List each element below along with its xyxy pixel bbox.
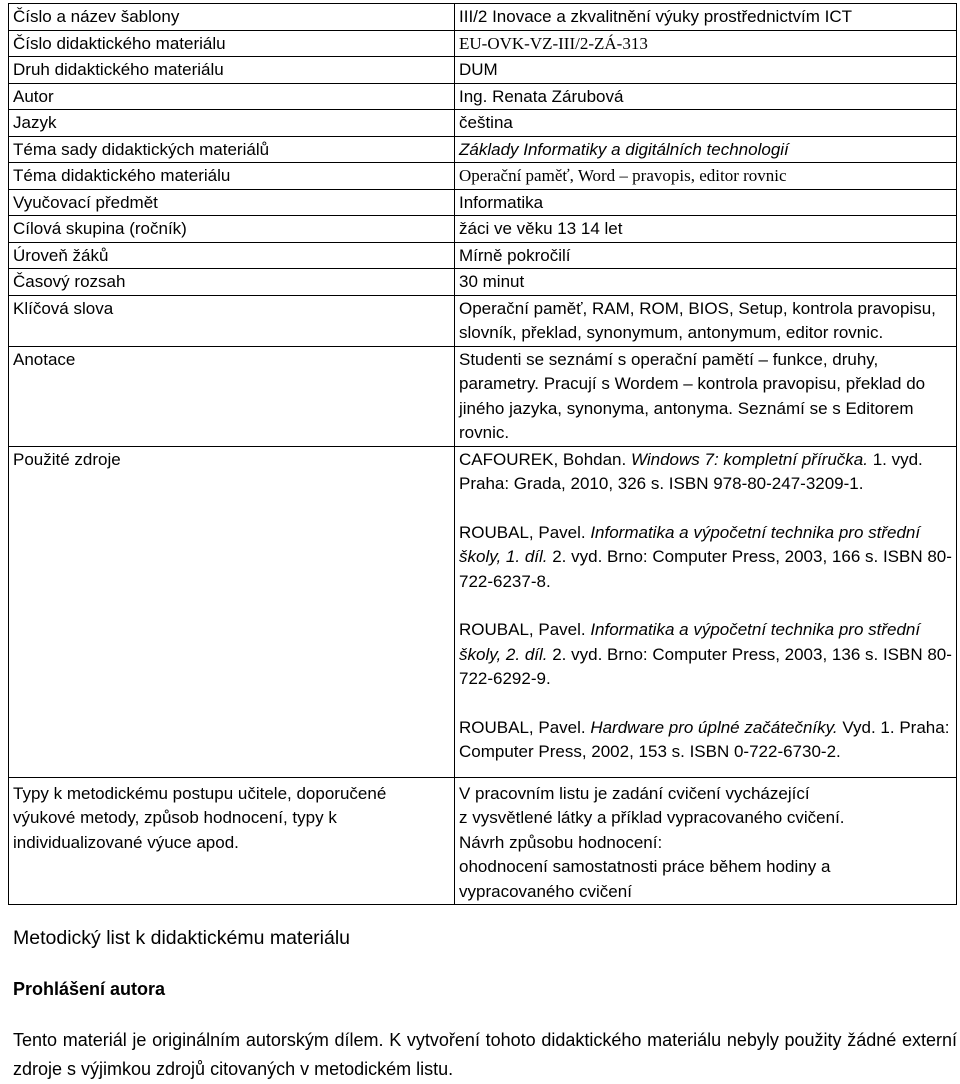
table-row: [9, 136, 957, 163]
row-value: 30 minut: [455, 269, 957, 296]
declaration-heading: Prohlášení autora: [13, 979, 166, 999]
row-label: Číslo a název šablony: [9, 4, 455, 31]
row-value: EU-OVK-VZ-III/2-ZÁ-313: [455, 30, 957, 57]
source-entry: ROUBAL, Pavel. Informatika a výpočetní technika pro střední školy, 2. díl. 2. vyd. Brno: Computer Press, 2003, 136 s. ISBN 80-722-6292-9.: [459, 620, 952, 688]
row-value: III/2 Inovace a zkvalitnění výuky prostřednictvím ICT: [455, 4, 957, 31]
table-row: [9, 189, 957, 216]
metadata-sheet: [8, 3, 956, 905]
row-label: Cílová skupina (ročník): [9, 216, 455, 243]
table-row: [9, 295, 957, 346]
row-label: Použité zdroje: [9, 446, 455, 777]
table-row: [9, 216, 957, 243]
sources-list: [455, 446, 957, 777]
row-value: Studenti se seznámí s operační pamětí – funkce, druhy, parametry. Pracují s Wordem – kontrola pravopisu, překlad do jiného jazyka, synonyma, antonyma. Seznámí se s Editorem rovnic.: [455, 346, 957, 446]
row-value: Základy Informatiky a digitálních technologií: [455, 136, 957, 163]
row-value: Mírně pokročilí: [455, 242, 957, 269]
row-label: Vyučovací předmět: [9, 189, 455, 216]
row-label: Klíčová slova: [9, 295, 455, 346]
row-label: Úroveň žáků: [9, 242, 455, 269]
table-row: [9, 30, 957, 57]
row-value: čeština: [455, 110, 957, 137]
methods-line: ohodnocení samostatnosti práce během hodiny a: [459, 857, 831, 876]
row-label: Typy k metodickému postupu učitele, doporučené výukové metody, způsob hodnocení, typy k individualizované výuce apod.: [9, 777, 455, 905]
source-entry: ROUBAL, Pavel. Informatika a výpočetní technika pro střední školy, 1. díl. 2. vyd. Brno: Computer Press, 2003, 166 s. ISBN 80-722-6237-8.: [459, 522, 952, 591]
table-row: [9, 57, 957, 84]
row-value: Informatika: [455, 189, 957, 216]
row-label: Časový rozsah: [9, 269, 455, 296]
declaration-text: Tento materiál je originálním autorským dílem. K vytvoření tohoto didaktického materiálu nebyly použity žádné externí zdroje s výjimkou zdrojů citovaných v metodickém listu.: [13, 1030, 957, 1079]
row-label: Anotace: [9, 346, 455, 446]
row-value: žáci ve věku 13 14 let: [455, 216, 957, 243]
methods-line: Návrh způsobu hodnocení:: [459, 832, 663, 852]
source-entry: CAFOUREK, Bohdan. Windows 7: kompletní příručka. 1. vyd. Praha: Grada, 2010, 326 s. ISBN 978-80-247-3209-1.: [459, 449, 923, 493]
methods-line: V pracovním listu je zadání cvičení vycházející: [459, 783, 810, 803]
row-value: Operační paměť, Word – pravopis, editor rovnic: [455, 163, 957, 190]
document-title: Metodický list k didaktickému materiálu: [13, 927, 351, 949]
row-value: Operační paměť, RAM, ROM, BIOS, Setup, kontrola pravopisu, slovník, překlad, synonymum, antonymum, editor rovnic.: [455, 295, 957, 346]
methods-line: vypracovaného cvičení: [459, 881, 632, 901]
row-label: Téma didaktického materiálu: [9, 163, 455, 190]
table-row: [9, 269, 957, 296]
table-row: [9, 83, 957, 110]
row-value: DUM: [455, 57, 957, 84]
methods-line: z vysvětlené látky a příklad vypracovaného cvičení.: [459, 808, 845, 827]
table-row: [9, 163, 957, 190]
row-label: Autor: [9, 83, 455, 110]
table-row: [9, 777, 957, 905]
row-label: Jazyk: [9, 110, 455, 137]
source-entry: ROUBAL, Pavel. Hardware pro úplné začátečníky. Vyd. 1. Praha: Computer Press, 2002, 153 s. ISBN 0-722-6730-2.: [459, 717, 950, 761]
table-row: [9, 446, 957, 777]
row-value: Ing. Renata Zárubová: [455, 83, 957, 110]
row-label: Druh didaktického materiálu: [9, 57, 455, 84]
row-label: Téma sady didaktických materiálů: [9, 136, 455, 163]
metadata-table: [8, 3, 957, 905]
row-label: Číslo didaktického materiálu: [9, 30, 455, 57]
table-row: [9, 4, 957, 31]
table-row: [9, 242, 957, 269]
table-row: [9, 110, 957, 137]
methods-value: [455, 777, 957, 905]
table-row: [9, 346, 957, 446]
